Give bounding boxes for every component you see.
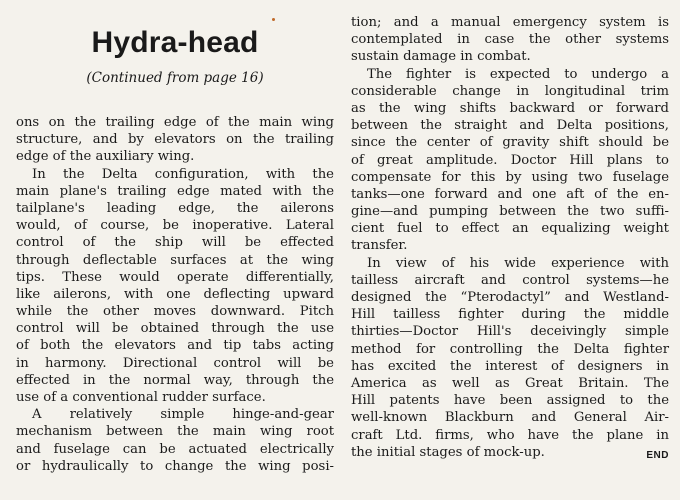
text-line (351, 392, 669, 409)
text-line-content: The fighter is expected to undergo a (367, 66, 669, 82)
text-line-content: compensate for this by using two fuselage (351, 169, 669, 185)
text-line (351, 427, 669, 444)
text-line (351, 14, 669, 31)
text-line (351, 375, 669, 392)
text-line-content: tanks—one forward and one aft of the en- (351, 186, 669, 202)
text-line-content: mechanism between the main wing root (16, 424, 334, 440)
text-line (16, 389, 334, 406)
text-line-content: like ailerons, with one deflecting upward (16, 286, 334, 302)
text-line (351, 272, 669, 289)
text-line (351, 323, 669, 340)
end-mark: END (646, 449, 669, 461)
text-line-content: since the center of gravity shift should be (351, 135, 669, 151)
text-line (351, 341, 669, 358)
text-line (16, 441, 334, 458)
text-line (16, 217, 334, 234)
text-line (351, 237, 669, 254)
text-line (351, 255, 669, 272)
text-line (351, 289, 669, 306)
text-line-content: designed the “Pterodactyl” and Westland- (351, 290, 669, 305)
text-line-content: contemplated in case the other systems (351, 32, 669, 48)
text-line-content: in harmony. Directional control will be (16, 355, 334, 371)
text-line (16, 148, 334, 165)
text-line (351, 358, 669, 375)
text-line-content: considerable change in longitudinal trim (351, 83, 669, 99)
text-line-content: and fuselage can be actuated electrically (16, 441, 334, 457)
text-line (351, 444, 669, 461)
text-line (16, 114, 334, 131)
text-line (351, 66, 669, 83)
text-line-content: as the wing shifts backward or forward (351, 100, 669, 116)
text-line-content: the initial stages of mock-up. (351, 444, 545, 460)
text-line (16, 458, 334, 475)
text-line-content: America as well as Great Britain. The (351, 375, 669, 391)
text-line (16, 372, 334, 389)
text-line-content: A relatively simple hinge-and-gear (32, 407, 334, 423)
text-line (16, 355, 334, 372)
text-line-content: or hydraulically to change the wing posi- (16, 458, 334, 474)
text-line (16, 286, 334, 303)
text-line-content: thirties—Doctor Hill's deceivingly simple (351, 324, 669, 340)
text-line (16, 423, 334, 440)
text-line-content: of both the elevators and tip tabs acting (16, 338, 334, 354)
text-line (351, 169, 669, 186)
text-line (16, 406, 334, 423)
text-line-content: transfer. (351, 238, 408, 254)
text-line (16, 252, 334, 269)
text-line (16, 200, 334, 217)
text-line-content: between the straight and Delta positions, (351, 118, 669, 134)
text-line-content: while the other moves downward. Pitch (16, 304, 334, 320)
text-line-content: control of the ship will be effected (16, 235, 334, 251)
text-line (351, 409, 669, 426)
text-line-content: ons on the trailing edge of the main wing (16, 115, 334, 130)
text-line-content: tailless aircraft and control systems—he (351, 272, 669, 288)
text-line-content: In the Delta configuration, with the (32, 166, 334, 182)
text-line-content: gine—and pumping between the two suffi- (351, 204, 669, 220)
text-line (351, 100, 669, 117)
text-line-content: Hill tailless fighter during the middle (351, 307, 669, 323)
text-line-content: main plane's trailing edge mated with the (16, 183, 334, 199)
text-line-content: tips. These would operate differentially, (16, 269, 334, 285)
article-title: Hydra-head (91, 26, 259, 59)
text-line (16, 234, 334, 251)
text-line (16, 337, 334, 354)
text-line (16, 166, 334, 183)
text-line-content: well-known Blackburn and General Air- (351, 410, 669, 426)
text-line (351, 220, 669, 237)
text-line-content: effected in the normal way, through the (16, 372, 334, 388)
text-line-content: sustain damage in combat. (351, 49, 531, 65)
left-column (16, 0, 334, 474)
text-line (351, 134, 669, 151)
text-line-content: structure, and by elevators on the trailing (16, 132, 334, 148)
text-line-content: tailplane's leading edge, the ailerons (16, 200, 334, 216)
text-line-content: use of a conventional rudder surface. (16, 390, 266, 405)
text-line (16, 320, 334, 337)
text-line-content: control will be obtained through the use (16, 321, 334, 337)
text-line (351, 31, 669, 48)
text-line-content: edge of the auxiliary wing. (16, 149, 195, 165)
text-line-content: method for controlling the Delta fighter (351, 341, 669, 357)
text-line-content: cient fuel to effect an equalizing weight (351, 221, 669, 237)
text-line (351, 83, 669, 100)
text-line-content: tion; and a manual emergency system is (351, 15, 669, 30)
text-line (351, 203, 669, 220)
text-line-content: of great amplitude. Doctor Hill plans to (351, 152, 669, 168)
text-line-content: craft Ltd. firms, who have the plane in (351, 427, 669, 443)
text-line-content: through deflectable surfaces at the wing (16, 252, 334, 268)
right-column-text (351, 14, 669, 464)
text-line (351, 48, 669, 65)
text-line (351, 152, 669, 169)
text-line (351, 186, 669, 203)
left-column-text (16, 114, 334, 475)
text-line (351, 306, 669, 323)
text-line-content: In view of his wide experience with (367, 255, 669, 271)
text-line (16, 183, 334, 200)
text-line (16, 269, 334, 286)
text-line (16, 303, 334, 320)
text-line (351, 117, 669, 134)
continued-note: (Continued from page 16) (86, 70, 264, 86)
text-line (16, 131, 334, 148)
text-line-content: Hill patents have been assigned to the (351, 393, 669, 409)
text-line-content: would, of course, be inoperative. Lateral (16, 218, 334, 234)
text-line-content: has excited the interest of designers in (351, 358, 669, 374)
